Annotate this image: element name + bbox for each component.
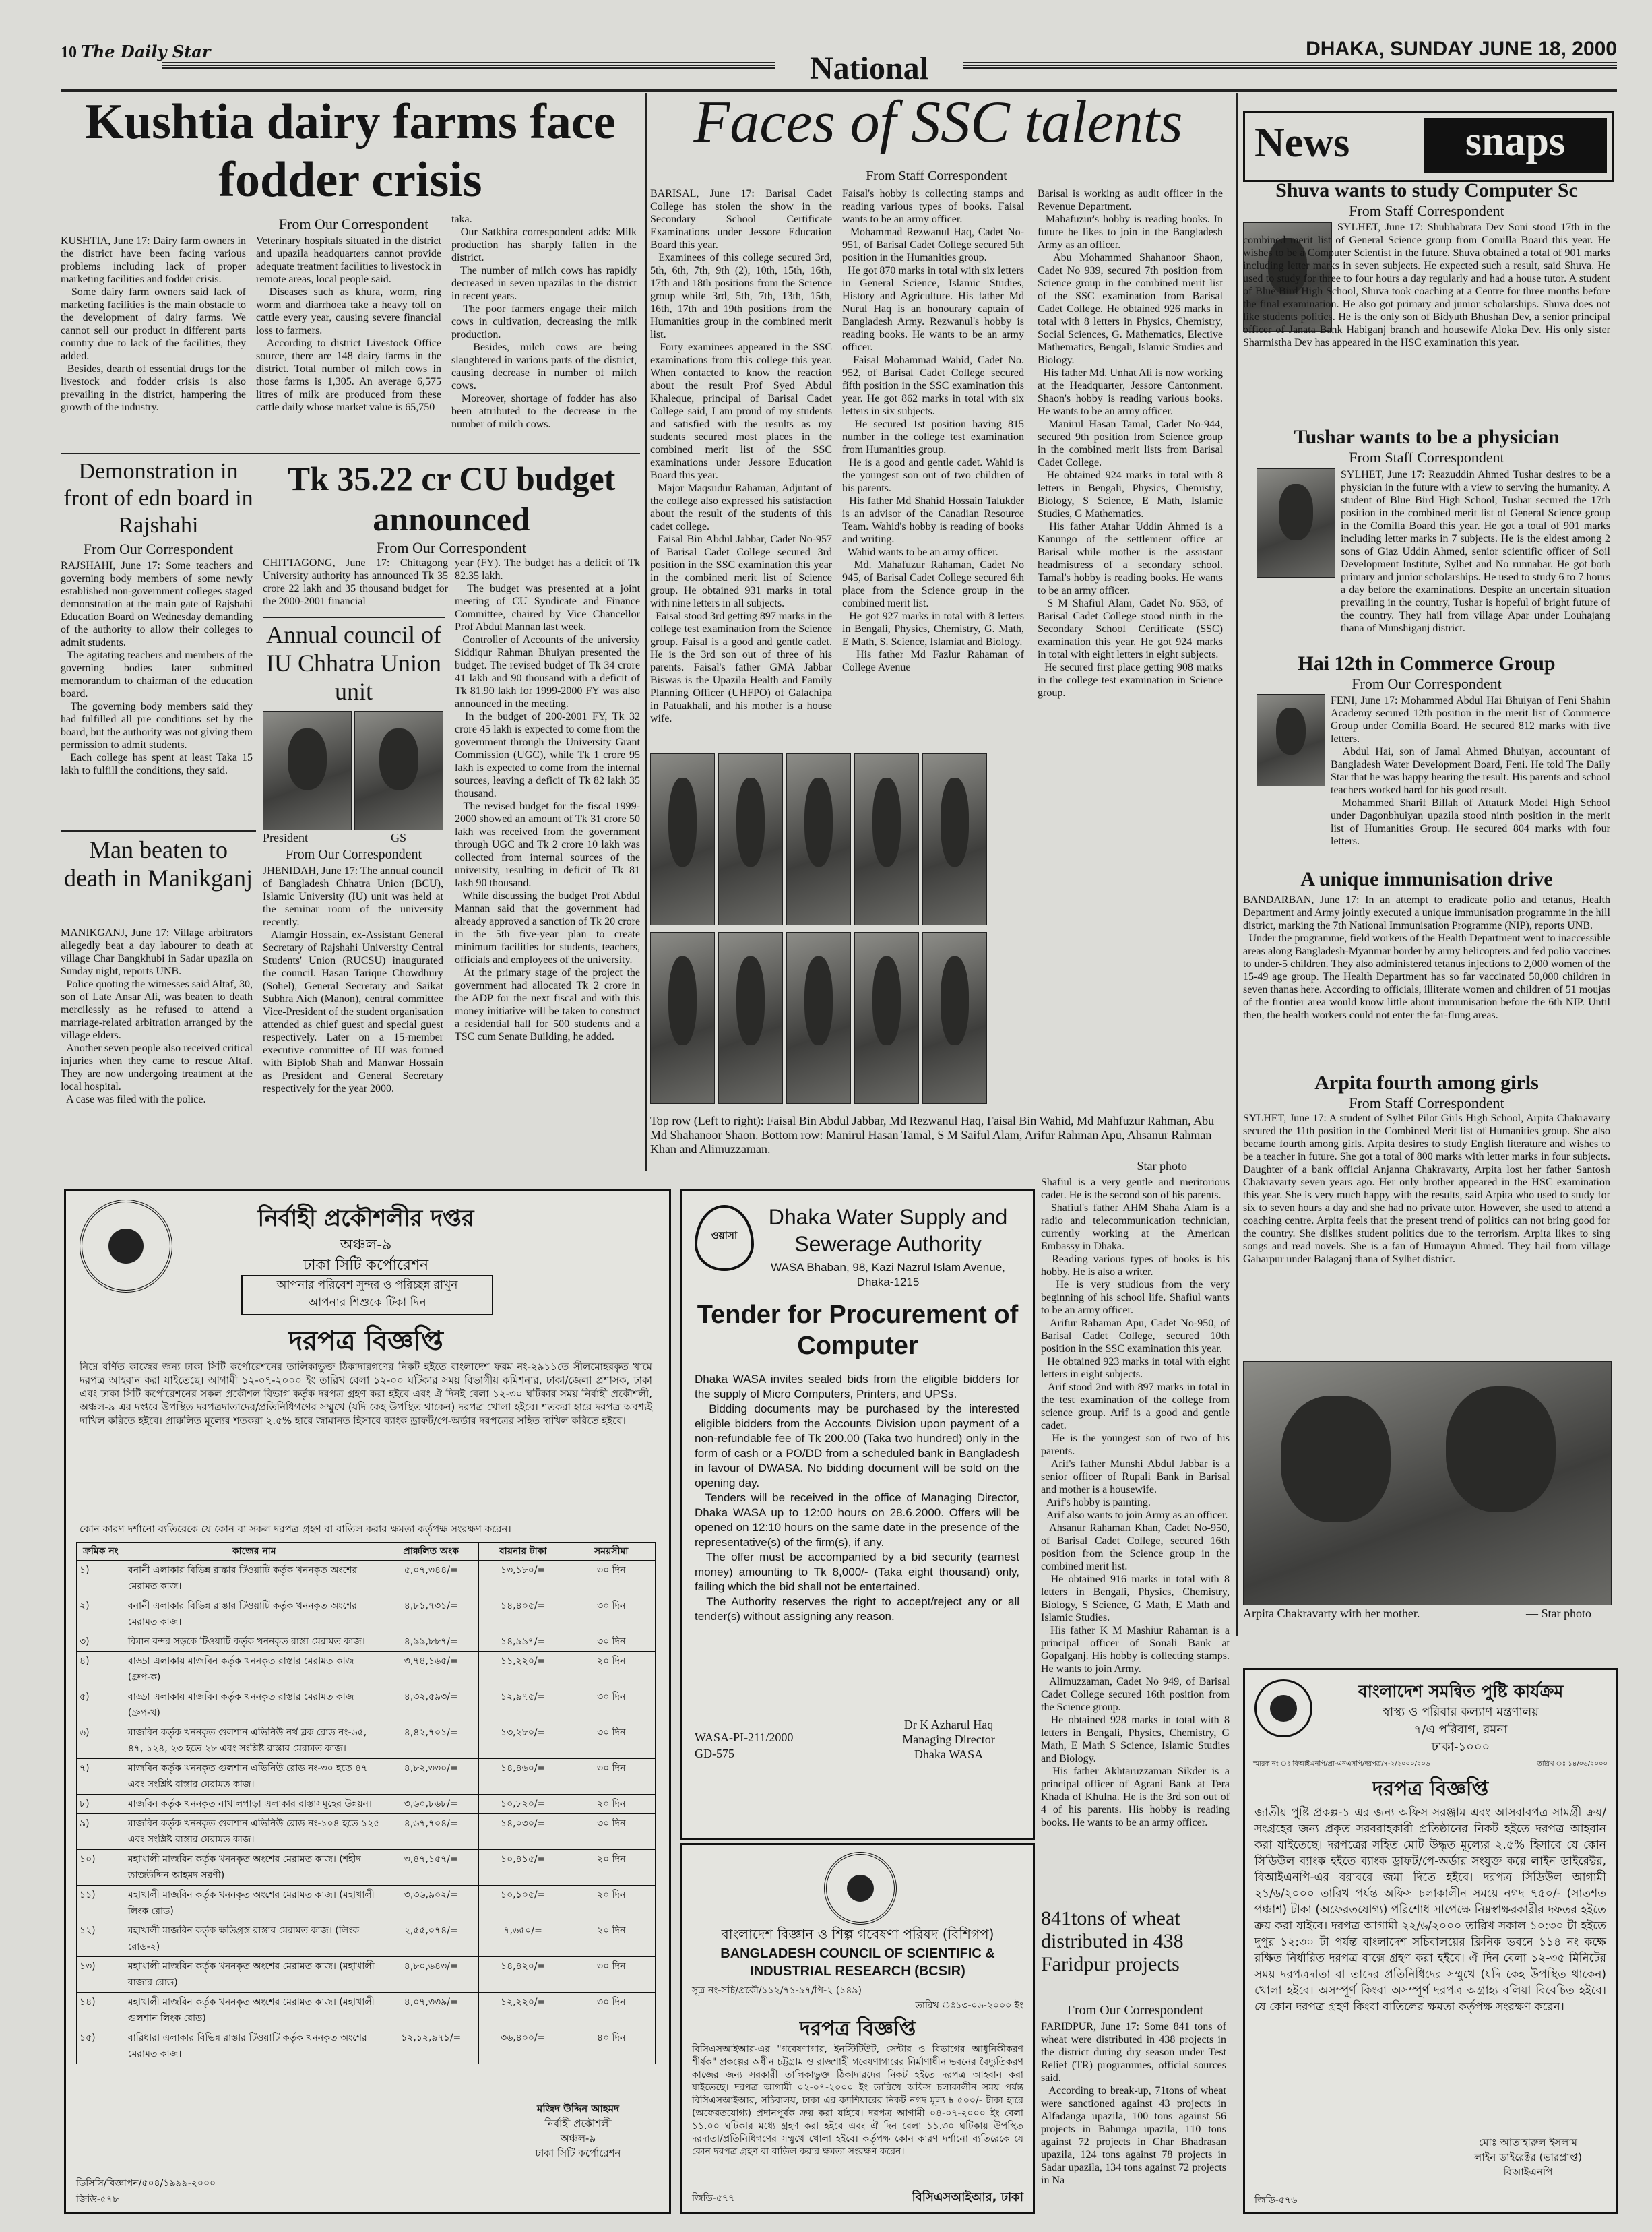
wasa-title: Tender for Procurement of Computer — [697, 1301, 1019, 1360]
wasa-ref-2: GD-575 — [695, 1747, 734, 1760]
table-row — [77, 1632, 656, 1652]
table-row — [77, 1687, 656, 1723]
paper-name: The Daily Star — [81, 42, 211, 61]
table-cell: ৭,৬৫০/= — [479, 1921, 567, 1957]
dcc-note: কোন কারণ দর্শানো ব্যতিরেকে যে কোন বা সকল দরপত্র গ্রহণ বা বাতিল করার ক্ষমতা কর্তৃপক্ষ সংরক্ষণ করেন। — [80, 1523, 511, 1535]
ssc-photo — [650, 932, 715, 1104]
wheat-byline: From Our Correspondent — [1067, 2003, 1204, 2018]
bnip-org: বাংলাদেশ সমন্বিত পুষ্টি কার্যক্রম — [1358, 1681, 1564, 1701]
table-cell: বিমান বন্দর সড়কে টিওয়াটি কর্তৃক খননকৃত রাস্তা মেরামত কাজ। — [125, 1632, 383, 1652]
table-cell: ৯) — [77, 1814, 125, 1850]
bcsir-ref: সূত্র নং-সচি/প্রকৌ/১১২/৭১-৯৭/পি-২ (১৪৯) — [692, 1985, 862, 1996]
ssc-photo — [854, 753, 919, 925]
dcc-ref-2: জিডি-৫৭৮ — [76, 2194, 119, 2205]
table-cell: ১৩,২৮০/= — [479, 1723, 567, 1759]
dcc-ref-1: ডিসিসি/বিজ্ঞাপন/৫০৪/১৯৯৯-২০০০ — [76, 2178, 216, 2189]
dcc-title: নির্বাহী প্রকৌশলীর দপ্তর — [257, 1205, 474, 1232]
dcc-signature — [497, 2101, 659, 2161]
bcsir-body: বিসিএসআইআর-এর "গবেষণাগার, ইনস্টিটিউট, সেন্টার ও বিভাগের আধুনিকীকরণ শীর্ষক" প্রকল্পের অধীন চট্টগ্রাম ও রাজশাহী গবেষণাগারের নির্মাণাধীন ভবনের বৈদ্যুতিকরণ কাজের জন্য সরকারী তালিকাভুক্ত ঠিকাদারদের নিকট হইতে দরপত্র আহবান করা যাইতেছে। দরপত্র আগামী ০২-০৭-২০০০ ইং তারিখে অফিস চলাকালীন সময় পর্যন্ত বিসিএসআইআর, সচিবালয়, ঢাকা এর ক্যাশিয়ারের নিকট নগদ মূল্য ৳ ৫০০/- টাকা হারে (অফেরতযোগ্য) প্রদানপূর্বক ক্রয় করা যাইবে। দরপত্র আগামী ০৪-০৭-২০০০ ইং বেলা ১১.০০ ঘটিকার মধ্যে গ্রহণ করা হইবে এবং ঐ দিন বেলা ১১.৩০ ঘটিকায় উপস্থিত দরদাতা/প্রতিনিধিগণের সম্মুখে খোলা হইবে। কর্তৃপক্ষ কোন কারণ দর্শানো ব্যতিরেকে যে কোন দরপত্র গ্রহণ বা বাতিল করার ক্ষমতা সংরক্ষণ করেন। — [692, 2044, 1027, 2157]
news-snaps-banner — [1243, 111, 1614, 182]
table-cell: ২০ দিন — [567, 1652, 656, 1687]
ssc-photo — [718, 753, 783, 925]
bcsir-logo — [824, 1852, 897, 1925]
ssc-photo — [922, 932, 987, 1104]
wheat-headline: 841tons of wheat distributed in 438 Faridpur projects — [1041, 1907, 1184, 1975]
bnip-body: জাতীয় পুষ্টি প্রকল্প-১ এর জন্য অফিস সরঞ্জাম এবং আসবাবপত্র সামগ্রী ক্রয়/সংগ্রহের জন্য প্রকৃত সরবরাহকারী প্রতিষ্ঠানের নিকট হইতে দরপত্র আহবান করা যাইতেছে। দরপত্রের সহিত মোট উদ্ধৃত মূল্যের ২.৫% হিসাবে যে কোন সিডিউল ব্যাংক হইতে ব্যাংক ড্রাফট/পে-অর্ডার সংযুক্ত করে লাইন ডাইরেক্টর, বিআইএনপি-এর বরাবরে জমা দিতে হইবে। দরপত্র সিডিউল আগামী ২১/৬/২০০০ তারিখ পর্যন্ত অফিস চলাকালীন সময়ে নগদ ৭৫০/- (সাতশত পঞ্চাশ) টাকা (অফেরতযোগ্য) পরিশোধ সাপেক্ষে নিম্নস্বাক্ষরকারীর দফতর হইতে ক্রয় করা যাইবে। দরপত্র আগামী ২২/৬/২০০০ তারিখ সকাল ১০:৩০ টা হইতে দুপুর ১২:৩০ টা পর্যন্ত বাংলাদেশ সচিবালয়ের ক্লিনিক ভবনে ১১৪ নং কক্ষে রক্ষিত নির্ধারিত দরপত্র বাক্সে গ্রহণ করা হইবে। ঐ দিন বেলা ১২-৩৫ মিনিটের সময় দরপত্রদাতা বা তাদের প্রতিনিধিদের সম্মুখে (যদি কেহ উপস্থিত থাকেন) খোলা হইবে। অসম্পূর্ণ কিংবা অসম্পূর্ণ দরপত্র অগ্রাহ্য বলিয়া বিবেচিত হইবে। যে কোন দরপত্র গ্রহণ কিংবা বাতিলের ক্ষমতা কর্তৃপক্ষ সংরক্ষণ করেন। — [1254, 1806, 1610, 2014]
iu-byline: From Our Correspondent — [285, 847, 422, 862]
bnip-city: ঢাকা-১০০০ — [1431, 1740, 1490, 1754]
news-snaps — [1243, 94, 1617, 1638]
table-cell: ৩০ দিন — [567, 1993, 656, 2028]
dcc-signer: মজিদ উদ্দিন আহমদ — [537, 2103, 619, 2115]
dcc-heading: দরপত্র বিজ্ঞপ্তি — [288, 1326, 443, 1357]
masthead — [61, 34, 1617, 88]
table-cell: ১৩) — [77, 1957, 125, 1993]
ssc-photo — [718, 932, 783, 1104]
table-cell: ৪,৮২,৩৩০/= — [383, 1759, 479, 1795]
tushar-byline: From Staff Correspondent — [1349, 449, 1504, 466]
table-cell: বাড্ডা এলাকায় মাজবিন কর্তৃক খননকৃত রাস্তার মেরামত কাজ। (গ্রুপ-খ) — [125, 1687, 383, 1723]
dcc-tender-table — [76, 1542, 656, 2095]
kushtia-col3: taka. Our Satkhira correspondent adds: Milk production has sharply fallen in the district. The number of milch cows has rapidly decreased in seven upazilas in the district in recent years. The poor farmers engage their milch cows in cultivation, decreasing the milk production. Besides, milch cows are being slaughtered in various parts of the district, causing decrease in number of milch cows. Moreover, shortage of fodder has also been attributed to the decrease in the number of milch cows. — [451, 214, 637, 430]
table-cell: মাজবিন কর্তৃক খননকৃত নাখালপাড়া এলাকার রাস্তাসমূহের উন্নয়ন। — [125, 1795, 383, 1814]
ssc-col1: BARISAL, June 17: Barisal Cadet College has stolen the show in the Secondary School Certificate Examinations under Jessore Education Board this year. Examinees of this college secured 3rd, 5th, 6th, 7th, 9th (2), 10th, 15th, 16th, 17th and 18th positions from the Science group while 3rd, 5th, 7th, 13th, 15th, 16th, 17th and 19th positions from the Humanities group in the combined merit list. Forty examinees appeared in the SSC examinations from this college this year. When contacted to know the reaction about the result Prof Syed Abdul Khaleque, principal of Barisal Cadet College said, I am proud of my students and satisfied with the results as my students secured most places in the combined merit list of the SSC examinations under Jessore Education Board this year. Major Maqsudur Rahaman, Adjutant of the college also expressed his satisfaction about the result of the students of this cadet college. Faisal Bin Abdul Jabbar, Cadet No-957 of Barisal Cadet College secured 3rd position in the SSC examination this year in the combined merit list of Science group. He obtained 931 marks in total with nine letters in all subjects. Faisal stood 3rd getting 897 marks in the college test examination from the Science group. Faisal is a good and gentle cadet. He is the 3rd son out of three of his parents. Faisal's father GMA Jabbar Biswas is the Upazila Health and Family Planning Officer (UHFPO) of Galachipa in Patuakhali, and his mother is a house wife. — [650, 188, 833, 724]
table-cell: ৩,৬০,৮৬৮/= — [383, 1795, 479, 1814]
ssc-col3: Barisal is working as audit officer in the Revenue Department. Mahafuzur's hobby is reading books. In future he likes to join in the Bangladesh Army as an officer. Abu Mohammed Shahanoor Shaon, Cadet No 939, secured 7th position from Science group in the combined merit list of the SSC examination from Barisal Cadet College. He obtained 926 marks in total with 8 letters in Physics, Chemistry, Social Sciences, G. Mathematics, Elective Mathematics, Bengali, Islamic Studies and Biology. His father Md. Unhat Ali is now working at the Headquarter, Jessore Cantonment. Shaon's hobby is reading various books. He wants to be an army officer. Manirul Hasan Tamal, Cadet No-944, secured 9th position from Science group in the combined merit lists from Barisal Cadet College. He obtained 924 marks in total with 8 letters in Bengali, Physics, Chemistry, Biology, S Science, E Math, Islamic Studies, G Mathematics. His father Atahar Uddin Ahmed is a Kanungo of the settlement office at Barisal while mother is the assistant headmistress of a secondary school. Tamal's hobby is reading books. He wants to be an army officer. S M Shafiul Alam, Cadet No. 953, of Barisal Cadet College stood ninth in the Secondary School Certificate (SSC) examination this year. He got 924 marks in total with eight letters in eight subjects. He secured first place getting 908 marks in the college test examination in Science group. — [1038, 188, 1224, 699]
bnip-heading: দরপত্র বিজ্ঞপ্তি — [1372, 1777, 1489, 1801]
table-row — [77, 1957, 656, 1993]
bcsir-heading: দরপত্র বিজ্ঞপ্তি — [799, 2017, 916, 2041]
table-row — [77, 1759, 656, 1795]
bnip-ministry: স্বাস্থ্য ও পরিবার কল্যাণ মন্ত্রণালয় — [1383, 1705, 1539, 1719]
table-cell: ৮) — [77, 1795, 125, 1814]
tushar-body: SYLHET, June 17: Reazuddin Ahmed Tushar desires to be a physician in the future with a view to serving the humanity. A student of Blue Bird High School, Tushar secured the 17th position in the combined merit list of General Science group in the Comilla Board this year. He got a total of 901 marks including letter marks in 7 subjects. He is the eldest among 2 sons of Giaz Uddin Ahmed, senior scientific officer of Soil Development Institute, Sylhet and No runnabar. He got both primary and junior scholarships. He used to study 6 to 7 hours a day before the examinations. Despite an uncertain situation prevailing in the country, Tushar is hopeful of bright future of the country. They hail from village Apar under Louhajang thana of Munshiganj district. — [1341, 469, 1613, 634]
table-cell: ৪,০৭,৩৩৯/= — [383, 1993, 479, 2028]
table-cell: মাজবিন কর্তৃক খননকৃত গুলশান এভিনিউ রোড নং-১০৪ হতে ১২৫ এবং সংশ্লিষ্ট রাস্তার মেরামত কাজ। — [125, 1814, 383, 1850]
ssc-photo — [922, 753, 987, 925]
table-cell: ৩০ দিন — [567, 1596, 656, 1632]
cu-col2: year (FY). The budget has a deficit of Tk 82.35 lakh. The budget was presented at a joint meeting of CU Syndicate and Finance Committee, chaired by Vice Chancellor Prof Abdul Mannan last week. Controller of Accounts of the university Siddiqur Rahman Bhuiyan presented the budget. The revised budget of Tk 34 crore 41 lakh and 90 thousand with a deficit of Tk 81.90 lakh for 1999-2000 FY was also announced in the meeting. In the budget of 200-2001 FY, Tk 32 crore 45 lakh is expected to come from the government through the University Grant Commission (UGC), while Tk 1 crore 95 lakh is expected to come from the internal sources, leaving a deficit of Tk 82 lakh 35 thousand. The revised budget for the fiscal 1999-2000 showed an amount of Tk 31 crore 50 lakh was received from the government through UGC and Tk 2 crore 10 lakh was collected from internal sources of the university, resulting in deficit of Tk 81 lakh 90 thousand. While discussing the budget Prof Abdul Mannan said that the government had already approved a sanction of Tk 20 crore in the 5th five-year plan to create minimum facilities for students, teachers, officials and employees of the university. At the primary stage of the project the government had allocated Tk 2 crore in the ADP for the next fiscal and with this money initiative will be taken to construct a residential hall for 500 students and a TSC cum Senate Building, he added. — [455, 557, 641, 1043]
table-cell: ১২,১২,৯৭১/= — [383, 2028, 479, 2064]
table-cell: ১০,৪১৫/= — [479, 1850, 567, 1886]
table-row — [77, 1814, 656, 1850]
bnip-ref: জিডি-৫৭৬ — [1254, 2195, 1298, 2206]
table-cell: ২০ দিন — [567, 1921, 656, 1957]
table-header: সময়সীমা — [567, 1543, 656, 1561]
iu-body: JHENIDAH, June 17: The annual council of Bangladesh Chhatra Union (BCU), Islamic University (IU) unit was held at the seminar room of the university recently. Alamgir Hossain, ex-Assistant General Secretary of Rajshahi University Central Students' Union (RUCSU) inaugurated the council. Hasan Tarique Chowdhury (Sohel), General Secretary and Saikat Subhra Aich (Manon), central committee Vice-President of the student organisation attended as chief guest and special guest respectively. Later on a 15-member executive committee of IU was formed with Biplob Shah and Manwar Hossain as President and General Secretary respectively for the year 2000. — [263, 865, 444, 1094]
wasa-logo-text: ওয়াসা — [711, 1229, 738, 1241]
table-cell: ১০,৮২০/= — [479, 1795, 567, 1814]
table-cell: ২) — [77, 1596, 125, 1632]
table-cell: ৩,৪৭,১৫৭/= — [383, 1850, 479, 1886]
bnip-signer-title: লাইন ডাইরেক্টর (ভারপ্রাপ্ত) — [1474, 2151, 1582, 2163]
table-cell: ৪,৯৯,৮৮৭/= — [383, 1632, 479, 1652]
news-snaps-title-right: snaps — [1424, 118, 1607, 173]
table-cell: বনানী এলাকার বিভিন্ন রাস্তার টিওয়াটি কর্তৃক খননকৃত অংশের মেরামত কাজ। — [125, 1596, 383, 1632]
iu-president-caption: President — [263, 831, 308, 844]
table-cell: ৭) — [77, 1759, 125, 1795]
ssc-story — [650, 90, 1226, 1173]
dcc-intro: নিম্নে বর্ণিত কাজের জন্য ঢাকা সিটি কর্পোরেশনের তালিকাভুক্ত ঠিকাদারগণের নিকট হইতে বাংলাদেশ ফরম নং-২৯১১তে সীলমোহরকৃত খামে দরপত্র আহবান করা যাইতেছে। আগামী ১২-০৭-২০০০ ইং তারিখ বেলা ১২-০০ ঘটিকার সময় বিভাগীয় কমিশনার, ঢাকা/জেলা প্রশাসক, ঢাকা এবং ঢাকা সিটি কর্পোরেশনের সকল প্রকৌশল বিভাগ কর্তৃক দরপত্র গ্রহণ করা হইবে এবং ঐ দিনই বেলা ১২-৩০ ঘটিকার সময় নির্বাহী প্রকৌশলী, অঞ্চল-৯ এর দপ্তরে উপস্থিত দরপত্রদাতাদের/প্রতিনিধিগণের সম্মুখে (যদি কেহ উপস্থিত থাকেন) দরপত্র খোলা হইবে। শতকরা হারে দরপত্র অবশ্যই দাখিল করিতে হইবে। প্রাক্কলিত মূল্যের শতকরা ২.৫% হারে জামানত হিসাবে ব্যাংক ড্রাফট/পে-অর্ডার দরপত্রের সহিত দাখিল করিতে হইবে। — [80, 1361, 656, 1427]
table-cell: মহাখালী মাজবিন কর্তৃক ক্ষতিগ্রস্ত রাস্তার মেরামত কাজ। (লিংক রোড-২) — [125, 1921, 383, 1957]
ssc-col2: Faisal's hobby is collecting stamps and reading various types of books. Faisal wants to be an army officer. Mohammad Rezwanul Haq, Cadet No-951, of Barisal Cadet College secured 5th position in the Humanities group. He got 870 marks in total with six letters in General Science, Islamic Studies, History and Agriculture. His father Md Nurul Haq is an honourary captain of Bangladesh Army. Rezwanul's hobby is reading books. He wants to be an army officer. Faisal Mohammad Wahid, Cadet No. 952, of Barisal Cadet College secured fifth position in the SSC examination this year. He got 862 marks in total with six letters in six subjects. He secured 1st position having 815 number in the college test examination from Humanities group. He is a good and gentle cadet. Wahid is the youngest son out of two children of his parents. His father Md Shahid Hossain Talukder is an advisor of the Canadian Resource Team. Wahid's hobby is reading of books and writing. Wahid wants to be an army officer. Md. Mahafuzur Rahaman, Cadet No 945, of Barisal Cadet College secured 6th place from the Science group in the combined merit list. He got 927 marks in total with 8 letters in Bengali, Physics, Chemistry, G. Math, E Math, S. Science, Islamiat and Biology. His father Md Fazlur Rahaman of College Avenue — [842, 188, 1025, 673]
wasa-address: WASA Bhaban, 98, Kazi Nazrul Islam Avenue, Dhaka-1215 — [771, 1261, 1005, 1289]
ssc-caption: Top row (Left to right): Faisal Bin Abdul Jabbar, Md Rezwanul Haq, Faisal Bin Wahid, Md Mahfuzur Rahman, Abu Md Shahanoor Shaon. Bottom row: Manirul Hasan Tamal, S M Saiful Alam, Arifur Rahman Apu, Ahsanur Rahman Khan and Alimuzzaman. — [650, 1114, 1215, 1156]
manikganj-body: MANIKGANJ, June 17: Village arbitrators allegedly beat a day labourer to death at village Char Bangkhubi in Sadar upazila on Sunday night, reports UNB. Police quoting the witnesses said Altaf, 30, son of Late Ansar Ali, was beaten to death mercilessly as he refused to attend a marriage-related arbitration arranged by the village elders. Another seven people also received critical injuries when they came to rescue Altaf. They are now undergoing treatment at the local hospital. A case was filed with the police. — [61, 927, 253, 1105]
table-cell: ১৫) — [77, 2028, 125, 2064]
wasa-tender-ad — [680, 1189, 1035, 1840]
section-name: National — [809, 51, 928, 86]
bnip-signer: মোঃ আতাহারুল ইসলাম — [1479, 2136, 1577, 2148]
table-row — [77, 1886, 656, 1921]
table-cell: ২০ দিন — [567, 1795, 656, 1814]
arpita-headline: Arpita fourth among girls — [1314, 1072, 1539, 1094]
table-cell: ৩,৩৬,৯০২/= — [383, 1886, 479, 1921]
table-cell: ১০) — [77, 1850, 125, 1886]
arpita-body: SYLHET, June 17: A student of Sylhet Pilot Girls High School, Arpita Chakravarty secured the 11th position in the Combined Merit list of Humanities group. She also became fourth among girls. Arpita desires to study English literature and wishes to be a teacher in future. She got a total of 800 marks with letter marks in four subjects. Daughter of a bank official Anjanna Chakravarty, Arpita lost her father Santosh Chakravarty seven years ago. Her only brother appeared in the HSC examination this year. She is very much happy with the results, said Arpita who used to study for six to seven hours a day and she had no private tutor. However, she used to attend a coaching centre. Arpita feels that the present trend of politics can not bring good for the country. She dislikes student politics due to the terrorism. Arpita likes to sing songs and read novels. She is a fan of Humayun Ahmed. They hail from village Gaharpur under Balaganj thana of Sylhet district. — [1243, 1113, 1613, 1265]
table-cell: মাজবিন কর্তৃক খননকৃত গুলশান এভিনিউ নর্থ ব্লক রোড নং-৬৫, ৪৭, ১২৪, ২৩ হতে ২৮ এবং সংশ্লিষ্ট রাস্তার মেরামত কাজ। — [125, 1723, 383, 1759]
dcc-slogans — [241, 1275, 493, 1315]
table-cell: ৫,০৭,৩৪৪/= — [383, 1561, 479, 1596]
table-row — [77, 1795, 656, 1814]
dcc-slogan-2: আপনার শিশুকে টিকা দিন — [308, 1296, 426, 1309]
bnip-signer-org: বিআইএনপি — [1503, 2166, 1553, 2178]
bcsir-date: তারিখ ঃ১৩-০৬-২০০০ ইং — [915, 2000, 1023, 2011]
cu-col1: CHITTAGONG, June 17: Chittagong University authority has announced Tk 35 crore 22 lakh and 35 thousand budget for the 2000-2001 financial — [263, 557, 451, 607]
table-cell: ২০ দিন — [567, 1886, 656, 1921]
table-header: কাজের নাম — [125, 1543, 383, 1561]
kushtia-story — [61, 93, 640, 450]
table-cell: ২০ দিন — [567, 1850, 656, 1886]
table-cell: ৩০ দিন — [567, 1561, 656, 1596]
table-cell: ১২,৯৭৫/= — [479, 1687, 567, 1723]
hai-byline: From Our Correspondent — [1352, 675, 1502, 692]
manikganj-headline: Man beaten to death in Manikganj — [64, 836, 253, 892]
hai-headline: Hai 12th in Commerce Group — [1298, 652, 1556, 675]
ssc-col4: Shafiul is a very gentle and meritorious cadet. He is the second son of his parents. Shafiul's father AHM Shaha Alam is a radio and telecommunication technician, currently working at the American Embassy in Dhaka. Reading various types of books is his hobby. He is also a writer. He is very studious from the very beginning of his school life. Shafiul wants to be an army officer. Arifur Rahaman Apu, Cadet No-950, of Barisal Cadet College, secured 10th position in the SSC examination this year. He obtained 923 marks in total with eight letters in eight subjects. Arif stood 2nd with 897 marks in total in the test examination of the college from science group. Arif is a good and gentle cadet. He is the youngest son of two of his parents. Arif's father Munshi Abdul Jabbar is a senior officer of Rupali Bank in Barisal and mother is a housewife. Arif's hobby is painting. Arif also wants to join Army as an officer. Ahsanur Rahaman Khan, Cadet No-950, of Barisal Cadet College, secured 16th position from the Science group in the combined merit list. He obtained 916 marks in total with 8 letters in Bengali, Physics, Chemistry, Biology, S Science, G Math, E Math and Islamic Studies. His father K M Mashiur Rahaman is a principal officer of Sonali Bank at Gopalganj. His hobby is collecting stamps. He wants to join Army. Alimuzzaman, Cadet No 949, of Barisal Cadet College secured 16th position from the Science group. He obtained 928 marks in total with 8 letters in Bengali, Physics, Chemistry, G Math, E Math S Science, Islamic Studies and Biology. His father Akhtaruzzaman Sikder is a principal officer of Agrani Bank at Tera Khada of Khulna. He is the 3rd son out of 4 of his parents. His hobby is reading books. He wants to be an army officer. — [1041, 1177, 1230, 1828]
table-header: ক্রমিক নং — [77, 1543, 125, 1561]
kushtia-byline: From Our Correspondent — [278, 216, 429, 232]
table-row — [77, 1993, 656, 2028]
ssc-byline: From Staff Correspondent — [866, 168, 1007, 183]
wasa-signature — [878, 1717, 1019, 1762]
rajshahi-byline: From Our Correspondent — [83, 540, 234, 557]
table-cell: ১৪,৪০৫/= — [479, 1596, 567, 1632]
bcsir-org-en: BANGLADESH COUNCIL OF SCIENTIFIC & INDUSTRIAL RESEARCH (BCSIR) — [720, 1946, 995, 1979]
table-cell: বাড্ডা এলাকায় মাজবিন কর্তৃক খননকৃত রাস্তার মেরামত কাজ। (গ্রুপ-ক) — [125, 1652, 383, 1687]
wasa-signer-title: Managing Director — [902, 1733, 995, 1746]
ssc-photo — [786, 932, 851, 1104]
bnip-address: ৭/এ পরিবাগ, রমনা — [1413, 1723, 1508, 1737]
table-cell: ১৪) — [77, 1993, 125, 2028]
table-cell: ১১,২২০/= — [479, 1652, 567, 1687]
iu-story — [263, 617, 445, 1169]
table-row — [77, 1723, 656, 1759]
table-cell: মহাখালী মাজবিন কর্তৃক খননকৃত অংশের মেরামত কাজ। (শহীদ তাজউদ্দিন আহমদ সরণী) — [125, 1850, 383, 1886]
page-date: DHAKA, SUNDAY JUNE 18, 2000 — [1306, 38, 1617, 60]
arpita-caption: Arpita Chakravarty with her mother. — [1243, 1607, 1420, 1620]
dcc-signer-unit: অঞ্চল-৯ — [560, 2132, 596, 2144]
table-header: বায়নার টাকা — [479, 1543, 567, 1561]
dcc-slogan-1: আপনার পরিবেশ সুন্দর ও পরিচ্ছন্ন রাখুন — [276, 1278, 458, 1292]
table-cell: ৩) — [77, 1632, 125, 1652]
shuva-body: SYLHET, June 17: Shubhabrata Dev Soni stood 17th in the combined merit list of General Science group from Comilla Board this year. He wishes to be a Computer Scientist in the future. Shuva obtained a total of 901 marks including letter marks in seven subjects. He expected such a result, said Shuva. He used to study for three to four hours a day regularly and had a house tutor. A student of Blue Bird High School, Shuva took coaching at a Centre for three months before the final examination. He also got primary and junior scholarships. Shuva does not like students politics. He is the only son of Bidyuth Bhushan Dev, a senior principal officer of Janata Bank Habiganj branch and housewife Aloka Dev. His only sister Sharmistha Dev has appeared in the HSC examination this year. — [1243, 222, 1613, 348]
table-cell: ১১) — [77, 1886, 125, 1921]
ssc-headline: Faces of SSC talents — [693, 90, 1183, 155]
table-cell: মহাখালী মাজবিন কর্তৃক খননকৃত অংশের মেরামত কাজ। (মহাখালী লিংক রোড) — [125, 1886, 383, 1921]
wasa-signer: Dr K Azharul Haq — [903, 1718, 994, 1731]
table-cell: ১৪,৯৯৭/= — [479, 1632, 567, 1652]
table-cell: ১৩,১৮০/= — [479, 1561, 567, 1596]
table-cell: মহাখালী মাজবিন কর্তৃক খননকৃত অংশের মেরামত কাজ। (মহাখালী গুলশান লিংক রোড) — [125, 1993, 383, 2028]
table-cell: ৪,৩২,৫৯৩/= — [383, 1687, 479, 1723]
table-cell: ১২,২২০/= — [479, 1993, 567, 2028]
table-cell: ৩,৭৪,১৬৫/= — [383, 1652, 479, 1687]
wasa-signer-org: Dhaka WASA — [914, 1747, 984, 1761]
manikganj-story — [61, 836, 256, 1166]
rajshahi-headline: Demonstration in front of edn board in Rajshahi — [63, 459, 253, 538]
ssc-photo-grid — [650, 753, 987, 1111]
dcc-org: ঢাকা সিটি কর্পোরেশন — [303, 1257, 429, 1274]
table-cell: ৫) — [77, 1687, 125, 1723]
kushtia-col2: Veterinary hospitals situated in the district and upazila headquarters cannot provide adequate treatment facilities to livestock in remote areas, local people said. Diseases such as khura, worm, ring worm and diarrhoea take a heavy toll on cattle every year, causing severe financial loss to farmers. According to district Livestock Office source, there are 148 dairy farms in the district. Total number of milch cows in those farms is 1,305. An average 6,575 litres of milk are produced from these cattle daily whose market value is 65,750 — [256, 235, 442, 413]
iu-gs-caption: GS — [391, 831, 407, 844]
bcsir-ref-right: বিসিএসআইআর, ঢাকা — [912, 2190, 1023, 2204]
table-cell: ১৪,৪৬০/= — [479, 1759, 567, 1795]
immun-body: BANDARBAN, June 17: In an attempt to eradicate polio and tetanus, Health Department and Army jointly executed a unique immunisation programme in the hill district, marking the 7th National Immunisation Programme (NIP), reports UNB. Under the programme, field workers of the Health Department went to inaccessible areas along Bangladesh-Myanmar border by army helicopters and fed polio vaccines to under-5 children. They also administered tetanus injections to 2,000 women of the 15-49 age group. The Health Department has so far vaccinated 50,000 children in seven thanas here. According to officials, illiterate women and children of 51 moujas of the frontier area would know little about immunisation before the 6th NIP. Until then, the health workers could not enter the far-flung areas. — [1243, 894, 1611, 1021]
bnip-logo — [1254, 1679, 1312, 1737]
arpita-photo — [1243, 1361, 1612, 1605]
table-cell: ৪,৮০,৬৪৩/= — [383, 1957, 479, 1993]
cu-headline: Tk 35.22 cr CU budget announced — [287, 460, 616, 538]
iu-headline: Annual council of IU Chhatra Union unit — [266, 621, 441, 705]
ssc-photo — [650, 753, 715, 925]
shuva-byline: From Staff Correspondent — [1349, 202, 1504, 219]
table-cell: বনানী এলাকার বিভিন্ন রাস্তার টিওয়াটি কর্তৃক খননকৃত অংশের মেরামত কাজ। — [125, 1561, 383, 1596]
ssc-credit: — Star photo — [1122, 1159, 1187, 1173]
rajshahi-story — [61, 458, 256, 829]
dcc-tender-ad — [64, 1189, 671, 2214]
cu-byline: From Our Correspondent — [376, 539, 527, 556]
wheat-body: FARIDPUR, June 17: Some 841 tons of wheat were distributed in 438 projects in the district during dry season under Test Relief (TR) programmes, official sources said. According to break-up, 71tons of wheat were sanctioned against 43 projects in Alfadanga upazila, 100 tons against 56 projects in Bahunga upazila, 110 tons against 72 projects in Char Bhadrasan upazila, 124 tons against 78 projects in Sadar upazila, 134 tons against 72 projects in Na — [1041, 2021, 1226, 2186]
wasa-body: Dhaka WASA invites sealed bids from the eligible bidders for the supply of Micro Computers, Printers, and UPSs. Bidding documents may be purchased by the interested eligible bidders from the Accounts Division upon payment of a non-refundable fee of Tk 200.00 (Taka two hundred) only in the form of cash or a PO/DD from a scheduled bank in Bangladesh in favour of DWASA. No bidding document will be sold on the opening day. Tenders will be received in the office of Managing Director, Dhaka WASA up to 12:00 hours on 28.6.2000. Offers will be opened on 12:10 hours on the same date in the presence of the representative(s) of the firm(s), if any. The offer must be accompanied by a bid security (earnest money) amounting to Tk 8,000/- (Taka eight thousand) only, failing which the bid shall not be entertained. The Authority reserves the right to accept/reject any or all tender(s) without assigning any reason. — [695, 1373, 1019, 1623]
table-cell: ৩০ দিন — [567, 1814, 656, 1850]
table-cell: ৩০ দিন — [567, 1723, 656, 1759]
table-row — [77, 1850, 656, 1886]
table-cell: ৩০ দিন — [567, 1759, 656, 1795]
dcc-signer-title: নির্বাহী প্রকৌশলী — [544, 2117, 612, 2130]
hai-body: FENI, June 17: Mohammed Abdul Hai Bhuiyan of Feni Shahin Academy secured 12th position in the merit list of Commerce Group under Comilla Board. He secured 812 marks with five letters. Abdul Hai, son of Jamal Ahmed Bhuiyan, accountant of Bangladesh Water Development Board, Feni. He told The Daily Star that he was happy hearing the result. His parents and school teachers worked hard for his good result. Mohammed Sharif Billah of Attaturk Model High School under Dagonbhuiyan upazila stood ninth position in the merit list of Humanities Group. He secured 804 marks with four letters. — [1331, 695, 1611, 847]
table-cell: মাজবিন কর্তৃক খননকৃত গুলশান এভিনিউ রোড নং-৩০ হতে ৪৭ এবং সংশ্লিষ্ট রাস্তার মেরামত কাজ। — [125, 1759, 383, 1795]
table-cell: ৩০ দিন — [567, 1687, 656, 1723]
immun-headline: A unique immunisation drive — [1300, 868, 1553, 890]
arpita-byline: From Staff Correspondent — [1349, 1094, 1504, 1111]
table-cell: ৪০ দিন — [567, 2028, 656, 2064]
dcc-logo — [80, 1200, 172, 1293]
shuva-headline: Shuva wants to study Computer Sc — [1275, 179, 1578, 202]
wasa-ref-1: WASA-PI-211/2000 — [695, 1731, 794, 1744]
wheat-story — [1041, 1907, 1230, 2224]
table-cell: ৪) — [77, 1652, 125, 1687]
kushtia-col1: KUSHTIA, June 17: Dairy farm owners in the district have been facing various problems including lack of proper marketing facilities and fodder crisis. Some dairy farm owners said lack of marketing facilities is the main obstacle to the development of dairy farms. We cannot sell our product in different parts country due to lack of the facilities, they added. Besides, dearth of essential drugs for the livestock and fodder crisis is also prevailing in the district, hampering the growth of the industry. — [61, 235, 247, 413]
hai-photo — [1257, 694, 1325, 786]
table-cell: ৪,৬৭,৭০৪/= — [383, 1814, 479, 1850]
kushtia-headline: Kushtia dairy farms face fodder crisis — [85, 94, 616, 208]
page-number: 10 The Daily Star — [61, 42, 211, 61]
news-snaps-title-left: News — [1254, 120, 1350, 166]
bnip-tender-ad — [1243, 1668, 1618, 2214]
table-cell: ৩০ দিন — [567, 1957, 656, 1993]
table-cell: ১৪,০৩০/= — [479, 1814, 567, 1850]
ssc-photo — [786, 753, 851, 925]
table-cell: ২,৫৫,০৭৪/= — [383, 1921, 479, 1957]
table-cell: ১৪,৪২০/= — [479, 1957, 567, 1993]
table-row — [77, 2028, 656, 2064]
rajshahi-body: RAJSHAHI, June 17: Some teachers and governing body members of some newly established non-government colleges staged demonstration at the main gate of Rajshahi Education Board on Wednesday demanding of the authority to allow their colleges to admit students. The agitating teachers and members of the governing bodies later submitted memorandum to chairman of the education board. The governing body members said they had fulfilled all pre conditions set by the board, but the authority was not giving them permission to admit students. Each college has spent at least Taka 15 lakh to fulfill the conditions, they said. — [61, 560, 253, 776]
table-cell: ৩০ দিন — [567, 1632, 656, 1652]
bnip-memo: স্মারক নং ঃ বিআইএনপি/প্রা-এনএসপি/দরপত্র/৭-২/২০০০/২০৬ — [1253, 1760, 1430, 1768]
table-cell: ৪,৮১,৭৩১/= — [383, 1596, 479, 1632]
iu-president-photo — [263, 711, 352, 830]
table-cell: ৪,৪২,৭০১/= — [383, 1723, 479, 1759]
bnip-signature — [1447, 2135, 1609, 2179]
tushar-headline: Tushar wants to be a physician — [1294, 426, 1560, 448]
ssc-photo — [854, 932, 919, 1104]
table-cell: মহাখালী মাজবিন কর্তৃক খননকৃত অংশের মেরামত কাজ। (মহাখালী বাজার রোড) — [125, 1957, 383, 1993]
table-cell: ১২) — [77, 1921, 125, 1957]
tushar-photo — [1257, 468, 1335, 578]
table-cell: ৬) — [77, 1723, 125, 1759]
bcsir-tender-ad — [680, 1843, 1035, 2214]
table-row — [77, 1652, 656, 1687]
wasa-logo — [695, 1205, 754, 1271]
wasa-org: Dhaka Water Supply and Sewerage Authority — [768, 1205, 1008, 1256]
table-row — [77, 1921, 656, 1957]
dcc-unit: অঞ্চল-৯ — [340, 1237, 392, 1253]
table-cell: বারিধারা এলাকার বিভিন্ন রাস্তার টিওয়াটি কর্তৃক খননকৃত অংশের মেরামত কাজ। — [125, 2028, 383, 2064]
table-row — [77, 1561, 656, 1596]
bcsir-org-bn: বাংলাদেশ বিজ্ঞান ও শিল্প গবেষণা পরিষদ (বিশিগপ) — [721, 1926, 994, 1942]
table-row — [77, 1596, 656, 1632]
table-cell: ১০,১০৫/= — [479, 1886, 567, 1921]
bcsir-ref-left: জিডি-৫৭৭ — [692, 2193, 735, 2204]
arpita-credit: — Star photo — [1526, 1607, 1591, 1620]
table-cell: ১) — [77, 1561, 125, 1596]
bnip-date: তারিখ ঃ ১৪/০৬/২০০০ — [1537, 1760, 1608, 1768]
iu-gs-photo — [354, 711, 443, 830]
table-header: প্রাক্কলিত অংক — [383, 1543, 479, 1561]
dcc-signer-org: ঢাকা সিটি কর্পোরেশন — [535, 2147, 621, 2159]
table-cell: ৩৬,৪০০/= — [479, 2028, 567, 2064]
